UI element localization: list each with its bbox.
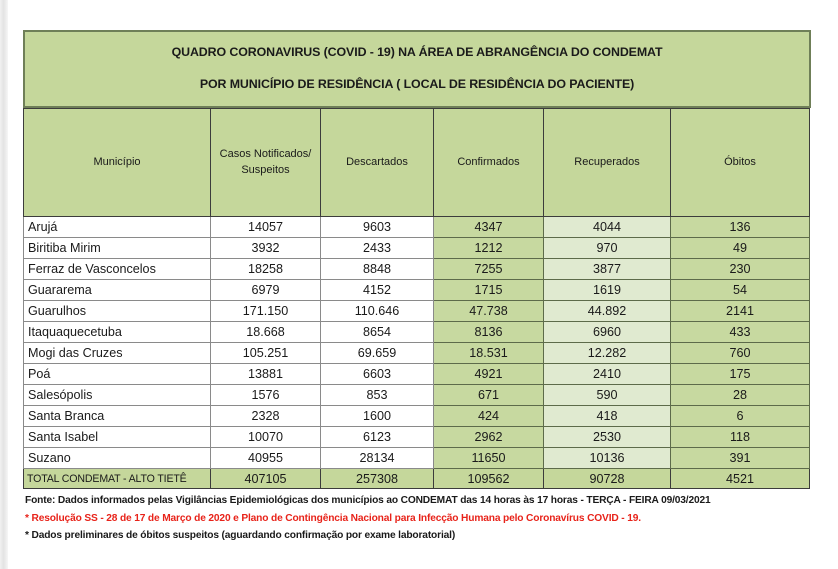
cell-notificados: 18.668 <box>211 322 321 343</box>
cell-municipio: Biritiba Mirim <box>24 238 211 259</box>
cell-notificados: 13881 <box>211 364 321 385</box>
cell-municipio: Suzano <box>24 448 211 469</box>
cell-descartados: 2433 <box>321 238 434 259</box>
table-row <box>24 343 810 364</box>
table-row <box>24 217 810 238</box>
footnote-source: Fonte: Dados informados pelas Vigilâncias Epidemiológicas dos municípios ao CONDEMAT das 14 horas às 17 horas - TERÇA - FEIRA 09/03/2021 <box>25 495 711 506</box>
table-row <box>24 280 810 301</box>
cell-recuperados: 590 <box>544 385 671 406</box>
cell-obitos: 136 <box>671 217 810 238</box>
report-title-line-1: QUADRO CORONAVIRUS (COVID - 19) NA ÁREA DE ABRANGÊNCIA DO CONDEMAT <box>171 45 663 59</box>
cell-obitos: 28 <box>671 385 810 406</box>
cell-municipio: Poá <box>24 364 211 385</box>
cell-obitos: 760 <box>671 343 810 364</box>
cell-descartados: 6123 <box>321 427 434 448</box>
total-recuperados: 90728 <box>544 469 671 489</box>
cell-confirmados: 1715 <box>434 280 544 301</box>
cell-notificados: 10070 <box>211 427 321 448</box>
cell-descartados: 8848 <box>321 259 434 280</box>
cell-confirmados: 18.531 <box>434 343 544 364</box>
total-label: TOTAL CONDEMAT - ALTO TIETÊ <box>24 469 211 489</box>
column-header-casos-line-2: Suspeitos <box>241 163 290 176</box>
table-row <box>24 322 810 343</box>
cell-notificados: 1576 <box>211 385 321 406</box>
left-edge-gutter <box>0 0 8 569</box>
covid-data-table <box>23 108 810 489</box>
cell-descartados: 28134 <box>321 448 434 469</box>
cell-obitos: 49 <box>671 238 810 259</box>
cell-obitos: 433 <box>671 322 810 343</box>
table-row <box>24 448 810 469</box>
cell-municipio: Mogi das Cruzes <box>24 343 211 364</box>
cell-confirmados: 2962 <box>434 427 544 448</box>
table-row <box>24 385 810 406</box>
cell-descartados: 853 <box>321 385 434 406</box>
cell-descartados: 6603 <box>321 364 434 385</box>
cell-confirmados: 1212 <box>434 238 544 259</box>
title-block-table <box>23 30 811 108</box>
column-header-confirmados: Confirmados <box>434 109 544 217</box>
cell-descartados: 1600 <box>321 406 434 427</box>
cell-recuperados: 10136 <box>544 448 671 469</box>
footnote-resolution: * Resolução SS - 28 de 17 de Março de 2020 e Plano de Contingência Nacional para Infecção Humana pelo Coronavírus COVID - 19. <box>25 512 641 524</box>
cell-notificados: 2328 <box>211 406 321 427</box>
cell-municipio: Guararema <box>24 280 211 301</box>
cell-municipio: Ferraz de Vasconcelos <box>24 259 211 280</box>
table-row <box>24 406 810 427</box>
cell-notificados: 6979 <box>211 280 321 301</box>
cell-descartados: 69.659 <box>321 343 434 364</box>
cell-descartados: 9603 <box>321 217 434 238</box>
total-descartados: 257308 <box>321 469 434 489</box>
cell-municipio: Guarulhos <box>24 301 211 322</box>
covid-report-sheet <box>23 30 809 546</box>
cell-recuperados: 970 <box>544 238 671 259</box>
cell-obitos: 54 <box>671 280 810 301</box>
cell-notificados: 14057 <box>211 217 321 238</box>
total-confirmados: 109562 <box>434 469 544 489</box>
column-header-casos-notificados <box>211 109 321 217</box>
table-body <box>24 217 810 469</box>
cell-obitos: 230 <box>671 259 810 280</box>
cell-municipio: Arujá <box>24 217 211 238</box>
cell-obitos: 118 <box>671 427 810 448</box>
cell-recuperados: 4044 <box>544 217 671 238</box>
cell-descartados: 4152 <box>321 280 434 301</box>
cell-recuperados: 12.282 <box>544 343 671 364</box>
cell-descartados: 8654 <box>321 322 434 343</box>
cell-obitos: 2141 <box>671 301 810 322</box>
footnotes <box>23 493 809 546</box>
column-header-obitos: Óbitos <box>671 109 810 217</box>
cell-recuperados: 44.892 <box>544 301 671 322</box>
column-header-municipio: Município <box>24 109 211 217</box>
cell-recuperados: 2410 <box>544 364 671 385</box>
cell-recuperados: 1619 <box>544 280 671 301</box>
cell-confirmados: 4347 <box>434 217 544 238</box>
cell-confirmados: 4921 <box>434 364 544 385</box>
column-header-descartados: Descartados <box>321 109 434 217</box>
table-row <box>24 301 810 322</box>
cell-confirmados: 424 <box>434 406 544 427</box>
title-row <box>24 31 810 107</box>
report-title-line-2: POR MUNICÍPIO DE RESIDÊNCIA ( LOCAL DE RESIDÊNCIA DO PACIENTE) <box>199 77 635 91</box>
table-row <box>24 238 810 259</box>
cell-notificados: 105.251 <box>211 343 321 364</box>
cell-notificados: 3932 <box>211 238 321 259</box>
table-header-row <box>24 109 810 217</box>
footnote-preliminary: * Dados preliminares de óbitos suspeitos (aguardando confirmação por exame laboratorial) <box>25 530 456 542</box>
cell-recuperados: 418 <box>544 406 671 427</box>
cell-confirmados: 7255 <box>434 259 544 280</box>
cell-municipio: Itaquaquecetuba <box>24 322 211 343</box>
cell-obitos: 391 <box>671 448 810 469</box>
total-obitos: 4521 <box>671 469 810 489</box>
column-header-recuperados: Recuperados <box>544 109 671 217</box>
cell-notificados: 18258 <box>211 259 321 280</box>
cell-recuperados: 6960 <box>544 322 671 343</box>
table-row <box>24 259 810 280</box>
table-row <box>24 364 810 385</box>
cell-obitos: 6 <box>671 406 810 427</box>
total-notificados: 407105 <box>211 469 321 489</box>
cell-municipio: Santa Isabel <box>24 427 211 448</box>
cell-confirmados: 47.738 <box>434 301 544 322</box>
cell-notificados: 171.150 <box>211 301 321 322</box>
column-header-casos-line-1: Casos Notificados/ <box>219 147 312 160</box>
cell-obitos: 175 <box>671 364 810 385</box>
table-row <box>24 427 810 448</box>
report-title-cell <box>24 31 810 107</box>
cell-municipio: Santa Branca <box>24 406 211 427</box>
cell-municipio: Salesópolis <box>24 385 211 406</box>
cell-notificados: 40955 <box>211 448 321 469</box>
cell-confirmados: 8136 <box>434 322 544 343</box>
cell-confirmados: 11650 <box>434 448 544 469</box>
cell-confirmados: 671 <box>434 385 544 406</box>
cell-descartados: 110.646 <box>321 301 434 322</box>
cell-recuperados: 2530 <box>544 427 671 448</box>
table-total-row <box>24 469 810 489</box>
cell-recuperados: 3877 <box>544 259 671 280</box>
